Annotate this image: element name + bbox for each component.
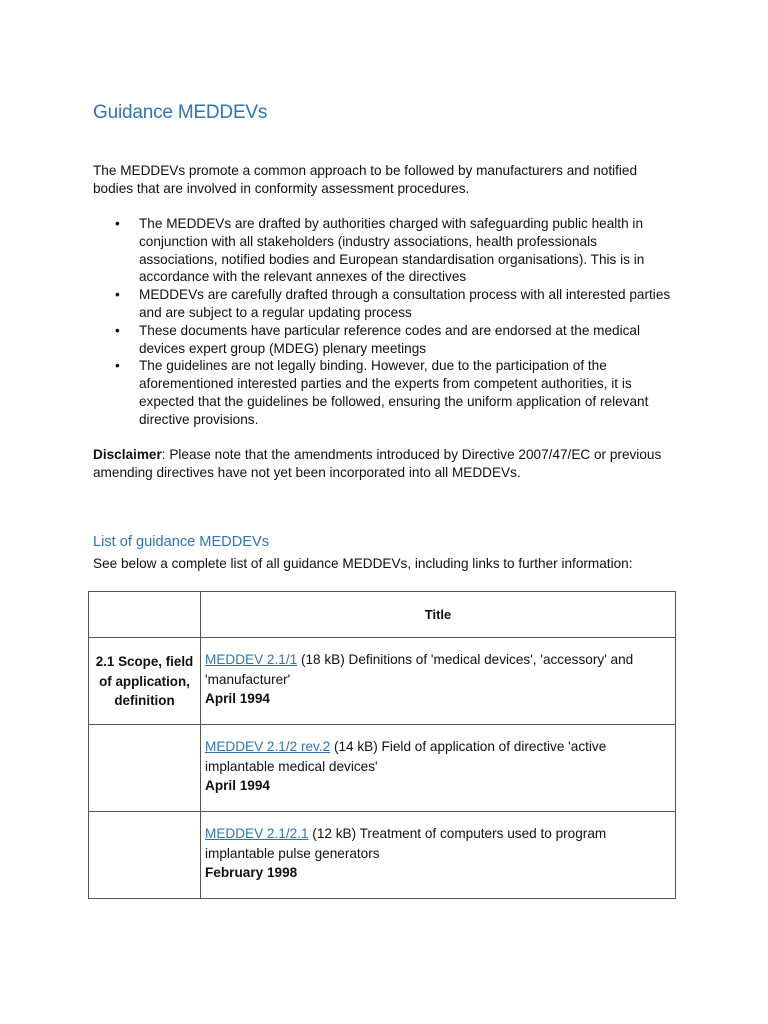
disclaimer xyxy=(93,446,678,482)
doc-description: (12 kB) Treatment of computers used to program implantable pulse generators xyxy=(205,826,607,861)
doc-date: April 1994 xyxy=(205,691,270,706)
bullet-icon: • xyxy=(115,287,120,303)
table-row xyxy=(89,638,676,725)
list-intro: See below a complete list of all guidance MEDDEVs, including links to further information: xyxy=(93,556,633,571)
table-row xyxy=(89,812,676,899)
doc-description: (14 kB) Field of application of directive 'active implantable medical devices' xyxy=(205,739,607,774)
bullet-list xyxy=(93,215,678,429)
title-cell xyxy=(201,812,676,899)
list-item: • The MEDDEVs are drafted by authorities charged with safeguarding public health in conjunction with all stakeholders (industry associations, health professionals associations, notified bodies and European standardisation organisations). This is in accordance with the relevant annexes of the directives xyxy=(115,216,645,285)
page-title: Guidance MEDDEVs xyxy=(93,102,268,123)
list-item: • These documents have particular reference codes and are endorsed at the medical devices expert group (MDEG) plenary meetings xyxy=(115,322,640,356)
header-cell-category xyxy=(89,592,201,638)
disclaimer-text: : Please note that the amendments introduced by Directive 2007/47/EC or previous amending directives have not yet been incorporated into all MEDDEVs. xyxy=(93,447,662,480)
meddev-link[interactable]: MEDDEV 2.1/1 xyxy=(205,652,298,667)
bullet-icon: • xyxy=(115,322,120,338)
meddev-link[interactable]: MEDDEV 2.1/2 rev.2 xyxy=(205,739,331,754)
disclaimer-label: Disclaimer xyxy=(93,447,162,462)
bullet-icon: • xyxy=(115,216,120,231)
header-cell-title: Title xyxy=(201,592,676,638)
list-item: • MEDDEVs are carefully drafted through a consultation process with all interested parties and are subject to a regular updating process xyxy=(115,287,671,320)
doc-description: (18 kB) Definitions of 'medical devices', 'accessory' and 'manufacturer' xyxy=(205,652,634,687)
table-header-row xyxy=(89,592,676,638)
intro-paragraph: The MEDDEVs promote a common approach to be followed by manufacturers and notified bodies that are involved in conformity assessment procedures. xyxy=(93,163,638,196)
meddev-table xyxy=(88,591,676,899)
doc-date: February 1998 xyxy=(205,865,298,880)
meddev-link[interactable]: MEDDEV 2.1/2.1 xyxy=(205,826,309,841)
bullet-icon: • xyxy=(115,358,120,374)
category-cell xyxy=(89,812,201,899)
list-heading: List of guidance MEDDEVs xyxy=(93,534,270,550)
category-cell xyxy=(89,725,201,812)
category-cell: 2.1 Scope, field of application, definition xyxy=(89,638,201,725)
list-item: • The guidelines are not legally binding. However, due to the participation of the aforementioned interested parties and the experts from competent authorities, it is expected that the guidelines be followed, ensuring the uniform application of relevant directive provisions. xyxy=(115,358,649,427)
table-row xyxy=(89,725,676,812)
title-cell xyxy=(201,638,676,725)
title-cell xyxy=(201,725,676,812)
doc-date: April 1994 xyxy=(205,778,270,793)
